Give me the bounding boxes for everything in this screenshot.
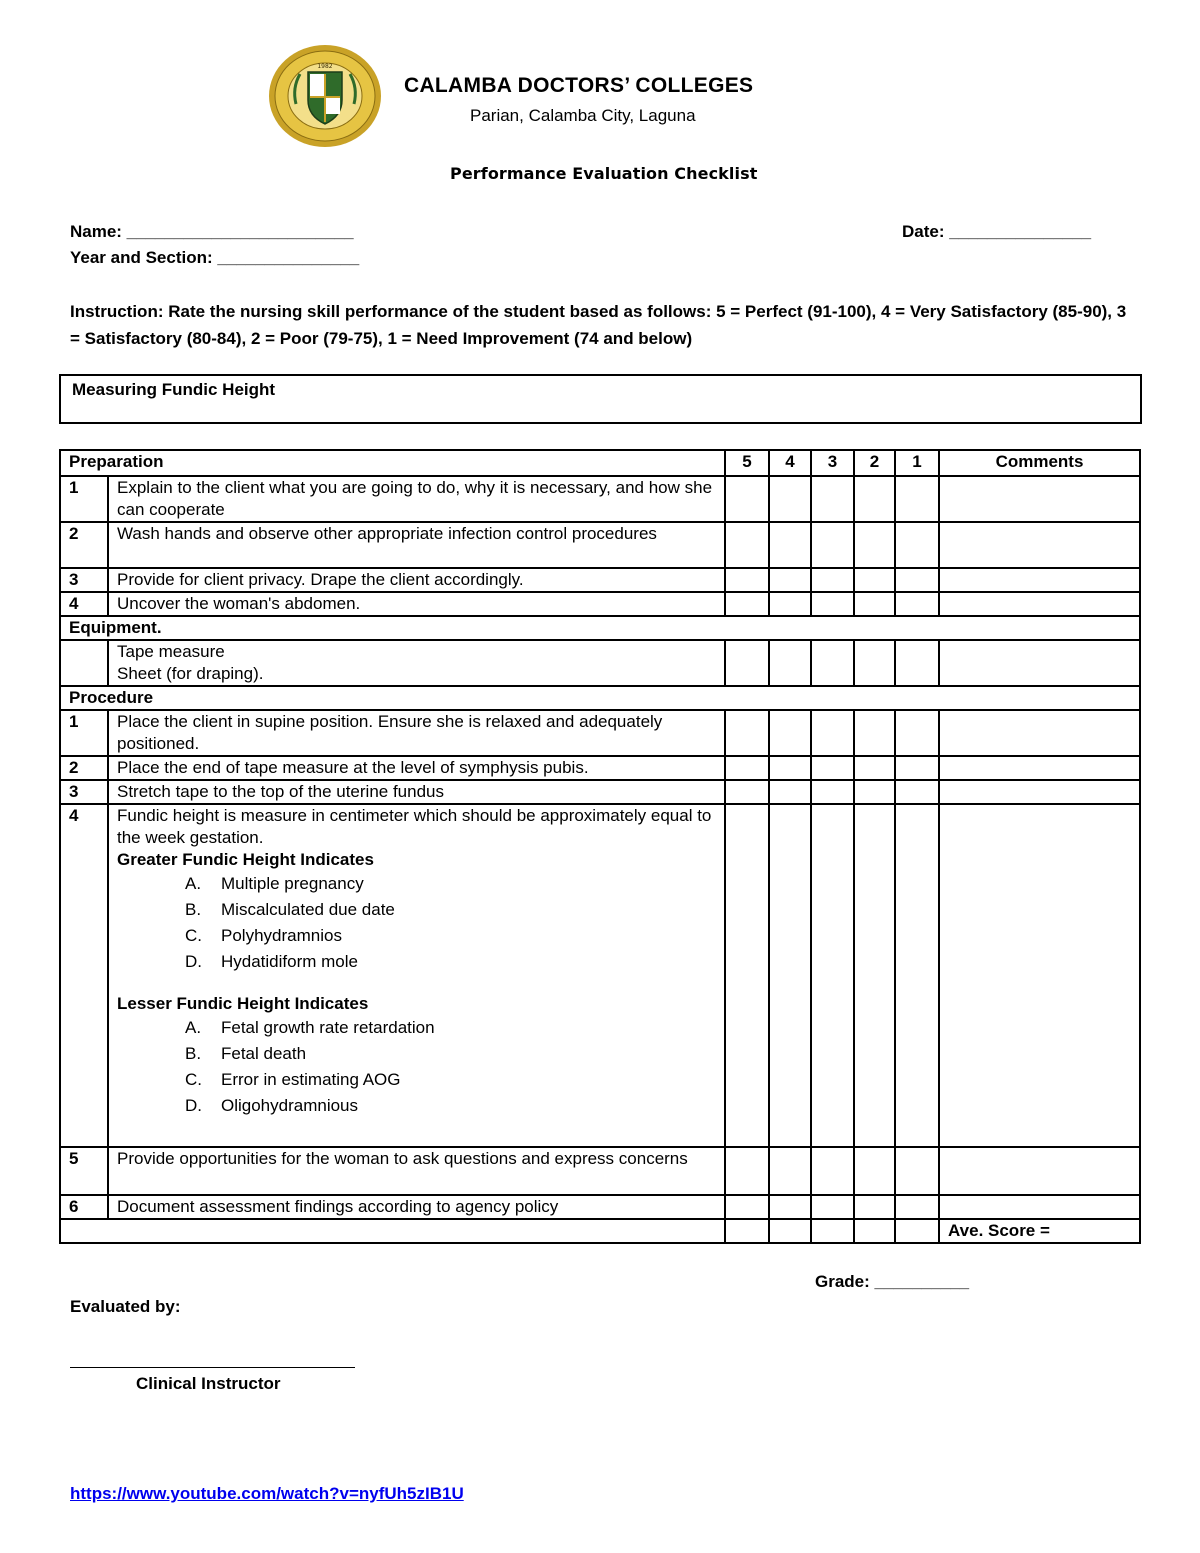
clinical-instructor-label: Clinical Instructor: [136, 1374, 281, 1393]
score-cell[interactable]: [811, 640, 854, 686]
grade-field[interactable]: Grade: __________: [815, 1272, 970, 1291]
list-letter: B.: [185, 900, 202, 919]
comment-cell[interactable]: [939, 804, 1140, 1147]
score-cell[interactable]: [769, 592, 811, 616]
list-item: [117, 1041, 716, 1067]
table-row: [60, 804, 1140, 1147]
equipment-label: Equipment.: [60, 616, 1140, 640]
college-address: Parian, Calamba City, Laguna: [470, 106, 696, 125]
list-text: Fetal growth rate retardation: [221, 1018, 435, 1037]
score-cell[interactable]: [725, 592, 769, 616]
step-text: Wash hands and observe other appropriate infection control procedures: [108, 522, 725, 568]
procedure-label: Procedure: [60, 686, 1140, 710]
score-cell[interactable]: [854, 568, 895, 592]
list-letter: D.: [185, 1096, 202, 1115]
comment-cell[interactable]: [939, 522, 1140, 568]
score-cell[interactable]: [811, 1219, 854, 1243]
comment-cell[interactable]: [939, 568, 1140, 592]
step-number: 1: [60, 710, 108, 756]
step-text: Place the end of tape measure at the level of symphysis pubis.: [108, 756, 725, 780]
comment-cell[interactable]: [939, 476, 1140, 522]
score-cell[interactable]: [769, 476, 811, 522]
list-text: Polyhydramnios: [221, 926, 342, 945]
step-number: 3: [60, 568, 108, 592]
score-cell[interactable]: [811, 476, 854, 522]
greater-fundic-title: Greater Fundic Height Indicates: [117, 850, 374, 869]
score-cell[interactable]: [895, 1219, 939, 1243]
score-cell[interactable]: [725, 640, 769, 686]
score-cell[interactable]: [895, 592, 939, 616]
signature-line[interactable]: [70, 1367, 355, 1368]
table-row: [60, 780, 1140, 804]
college-seal-logo: [268, 44, 382, 148]
step-number: 5: [60, 1147, 108, 1195]
step-text: Uncover the woman's abdomen.: [108, 592, 725, 616]
score-cell[interactable]: [725, 710, 769, 756]
score-cell[interactable]: [811, 756, 854, 780]
score-cell[interactable]: [895, 710, 939, 756]
list-letter: A.: [185, 874, 202, 893]
name-field[interactable]: Name: ________________________: [70, 222, 354, 241]
score-cell[interactable]: [854, 1219, 895, 1243]
year-section-field[interactable]: Year and Section: _______________: [70, 248, 360, 267]
score-cell[interactable]: [725, 1147, 769, 1195]
score-cell[interactable]: [895, 522, 939, 568]
score-cell[interactable]: [769, 1219, 811, 1243]
step-number: [60, 640, 108, 686]
table-row: [60, 1195, 1140, 1219]
score-cell[interactable]: [854, 640, 895, 686]
table-header-row: [60, 450, 1140, 476]
score-cell[interactable]: [725, 476, 769, 522]
svg-text:1982: 1982: [317, 63, 333, 70]
comment-cell[interactable]: [939, 780, 1140, 804]
score-cell[interactable]: [854, 804, 895, 1147]
list-text: Fetal death: [221, 1044, 307, 1063]
comment-cell[interactable]: [939, 640, 1140, 686]
section-row-equipment: [60, 616, 1140, 640]
score-cell[interactable]: [769, 710, 811, 756]
score-cell[interactable]: [725, 780, 769, 804]
list-item: [117, 1015, 716, 1041]
table-row: [60, 1147, 1140, 1195]
score-2-header: 2: [854, 450, 895, 476]
score-cell[interactable]: [725, 522, 769, 568]
step-text: Explain to the client what you are going to do, why it is necessary, and how she can cooperate: [108, 476, 725, 522]
score-cell[interactable]: [811, 710, 854, 756]
score-cell[interactable]: [854, 780, 895, 804]
score-cell[interactable]: [769, 780, 811, 804]
comment-cell[interactable]: [939, 1147, 1140, 1195]
list-letter: A.: [185, 1018, 202, 1037]
score-1-header: 1: [895, 450, 939, 476]
score-cell[interactable]: [854, 592, 895, 616]
score-cell[interactable]: [811, 1195, 854, 1219]
score-5-header: 5: [725, 450, 769, 476]
score-cell[interactable]: [769, 1147, 811, 1195]
list-text: Multiple pregnancy: [221, 874, 364, 893]
equipment-list: [108, 640, 725, 686]
list-item: [117, 897, 716, 923]
preparation-header: Preparation: [60, 450, 725, 476]
step-text: Provide for client privacy. Drape the client accordingly.: [108, 568, 725, 592]
score-cell[interactable]: [895, 640, 939, 686]
score-cell[interactable]: [769, 804, 811, 1147]
score-cell[interactable]: [895, 476, 939, 522]
equipment-item: Tape measure: [117, 642, 225, 661]
score-cell[interactable]: [895, 1147, 939, 1195]
score-cell[interactable]: [769, 640, 811, 686]
list-letter: D.: [185, 952, 202, 971]
document-title: Performance Evaluation Checklist: [450, 164, 758, 183]
score-cell[interactable]: [895, 1195, 939, 1219]
score-cell[interactable]: [769, 522, 811, 568]
score-cell[interactable]: [811, 1147, 854, 1195]
score-cell[interactable]: [811, 522, 854, 568]
college-name: CALAMBA DOCTORS’ COLLEGES: [404, 74, 754, 97]
list-letter: B.: [185, 1044, 202, 1063]
score-cell[interactable]: [725, 1195, 769, 1219]
step-number: 6: [60, 1195, 108, 1219]
list-letter: C.: [185, 1070, 202, 1089]
score-cell[interactable]: [769, 568, 811, 592]
score-cell[interactable]: [854, 522, 895, 568]
step-text: Place the client in supine position. Ensure she is relaxed and adequately positioned.: [108, 710, 725, 756]
step-number: 2: [60, 756, 108, 780]
score-cell[interactable]: [811, 568, 854, 592]
comment-cell[interactable]: [939, 710, 1140, 756]
step-text: Document assessment findings according to agency policy: [108, 1195, 725, 1219]
score-cell[interactable]: [769, 1195, 811, 1219]
score-3-header: 3: [811, 450, 854, 476]
step-text: Provide opportunities for the woman to ask questions and express concerns: [108, 1147, 725, 1195]
youtube-link[interactable]: https://www.youtube.com/watch?v=nyfUh5zIB1U: [70, 1484, 464, 1503]
step-text: Stretch tape to the top of the uterine fundus: [108, 780, 725, 804]
instruction-text: Instruction: Rate the nursing skill performance of the student based as follows: 5 = Perfect (91-100), 4 = Very Satisfactory (85-90), 3 = Satisfactory (80-84), 2 = Poor (79-75), 1 = Need Improvement (74 and below): [70, 302, 1127, 348]
list-text: Miscalculated due date: [221, 900, 395, 919]
comment-cell[interactable]: [939, 592, 1140, 616]
table-row: [60, 756, 1140, 780]
skill-title: Measuring Fundic Height: [72, 380, 276, 399]
score-cell[interactable]: [854, 756, 895, 780]
list-item: [117, 949, 716, 975]
score-cell[interactable]: [895, 804, 939, 1147]
checklist-table: [59, 449, 1141, 1244]
score-cell[interactable]: [854, 1147, 895, 1195]
list-text: Oligohydramnious: [221, 1096, 359, 1115]
date-field[interactable]: Date: _______________: [902, 222, 1092, 241]
table-row: [60, 710, 1140, 756]
table-row: [60, 476, 1140, 522]
lesser-fundic-title: Lesser Fundic Height Indicates: [117, 994, 369, 1013]
step-number: 2: [60, 522, 108, 568]
score-cell[interactable]: [811, 804, 854, 1147]
score-cell[interactable]: [854, 710, 895, 756]
table-row: [60, 640, 1140, 686]
score-cell[interactable]: [725, 756, 769, 780]
comment-cell[interactable]: [939, 1195, 1140, 1219]
list-item: [117, 1067, 716, 1093]
list-item: [117, 871, 716, 897]
step-number: 4: [60, 804, 108, 1147]
list-item: [117, 1093, 716, 1119]
step-text-block: [108, 804, 725, 1147]
skill-title-box: [59, 374, 1142, 424]
score-cell[interactable]: [895, 756, 939, 780]
table-row: [60, 592, 1140, 616]
step-number: 1: [60, 476, 108, 522]
evaluated-by-label: Evaluated by:: [70, 1297, 181, 1316]
score-cell[interactable]: [725, 1219, 769, 1243]
list-text: Error in estimating AOG: [221, 1070, 401, 1089]
spacer: [117, 975, 716, 993]
comments-header: Comments: [939, 450, 1140, 476]
average-score-row: [60, 1219, 1140, 1243]
equipment-item: Sheet (for draping).: [117, 664, 264, 683]
score-4-header: 4: [769, 450, 811, 476]
score-cell[interactable]: [725, 804, 769, 1147]
score-cell[interactable]: [854, 1195, 895, 1219]
section-row-procedure: [60, 686, 1140, 710]
empty-cell: [60, 1219, 725, 1243]
average-score-label[interactable]: Ave. Score =: [939, 1219, 1140, 1243]
list-text: Hydatidiform mole: [221, 952, 358, 971]
step-number: 4: [60, 592, 108, 616]
step-number: 3: [60, 780, 108, 804]
list-letter: C.: [185, 926, 202, 945]
score-cell[interactable]: [811, 592, 854, 616]
table-row: [60, 568, 1140, 592]
step-text: Fundic height is measure in centimeter which should be approximately equal to the week gestation.: [117, 806, 712, 847]
table-row: [60, 522, 1140, 568]
score-cell[interactable]: [769, 756, 811, 780]
score-cell[interactable]: [854, 476, 895, 522]
comment-cell[interactable]: [939, 756, 1140, 780]
score-cell[interactable]: [895, 780, 939, 804]
score-cell[interactable]: [895, 568, 939, 592]
list-item: [117, 923, 716, 949]
score-cell[interactable]: [811, 780, 854, 804]
score-cell[interactable]: [725, 568, 769, 592]
